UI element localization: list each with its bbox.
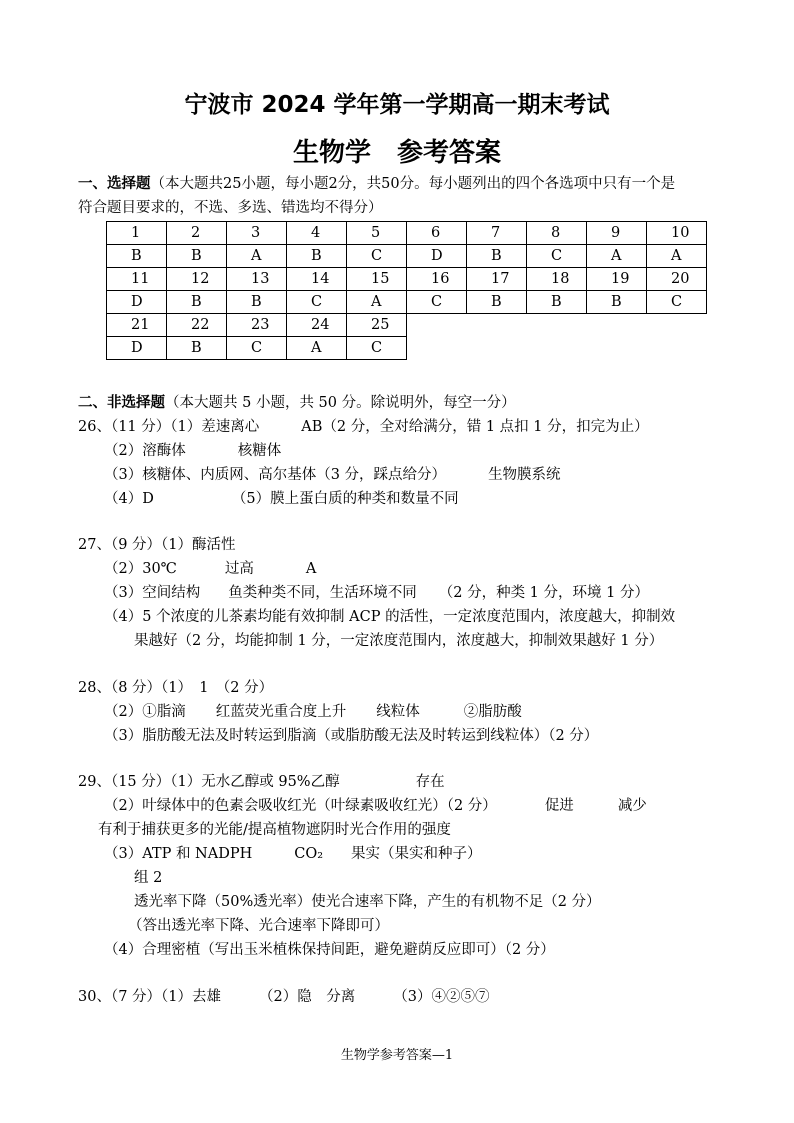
answer-cell: B (467, 245, 527, 268)
q26-part3-b: 生物膜系统 (488, 467, 561, 483)
q27-part2-c: A (305, 561, 317, 577)
empty-cell (647, 314, 707, 337)
q29-line6: 透光率下降（50%透光率）使光合速率下降，产生的有机物不足（2 分） (134, 894, 601, 910)
empty-cell (647, 337, 707, 360)
answer-cell: A (647, 245, 707, 268)
answer-cell: D (407, 245, 467, 268)
exam-title: 宁波市 2024 学年第一学期高一期末考试 (184, 92, 610, 118)
question-number-cell: 8 (527, 222, 587, 245)
question-number-row (107, 222, 707, 245)
answer-cell: C (347, 337, 407, 360)
q27-line1: 27、（9 分）（1）酶活性 (78, 537, 236, 553)
answer-cell: A (347, 291, 407, 314)
question-number-cell: 23 (227, 314, 287, 337)
question-number-cell: 7 (467, 222, 527, 245)
question-number-cell: 3 (227, 222, 287, 245)
answer-cell: B (167, 337, 227, 360)
q29-part1-b: 存在 (415, 774, 445, 790)
section2-note: （本大题共 5 小题，共 50 分。除说明外，每空一分） (165, 395, 516, 411)
q28-part2: （2）①脂滴 (104, 704, 186, 720)
q29-part2-b: 促进 (544, 798, 574, 814)
q26-part2-b: 核糖体 (237, 443, 282, 459)
q28-part2-d: ②脂肪酸 (463, 704, 522, 720)
q29-line5: 组 2 (134, 870, 163, 886)
answer-cell: D (107, 337, 167, 360)
empty-cell (467, 337, 527, 360)
q27-line2 (104, 559, 316, 579)
section1-heading: 一、选择题 (78, 176, 151, 192)
q27-line5: 果越好（2 分，均能抑制 1 分，一定浓度范围内，浓度越大，抑制效果越好 1 分） (134, 633, 664, 649)
q27-part2: （2）30℃ (104, 561, 177, 577)
section2-heading: 二、非选择题 (78, 395, 165, 411)
answer-row (107, 245, 707, 268)
q28-part2-b: 红蓝荧光重合度上升 (215, 704, 347, 720)
question-number-cell: 2 (167, 222, 227, 245)
empty-cell (407, 337, 467, 360)
q29-part3-c: 果实（果实和种子） (351, 846, 482, 862)
answer-cell: A (287, 337, 347, 360)
question-number-cell: 1 (107, 222, 167, 245)
answer-cell: C (287, 291, 347, 314)
q29-line1 (78, 772, 445, 792)
answer-cell: B (287, 245, 347, 268)
question-number-cell: 9 (587, 222, 647, 245)
question-number-cell: 11 (107, 268, 167, 291)
q26-part5: （5）膜上蛋白质的种类和数量不同 (231, 491, 459, 507)
q30-line1 (78, 987, 489, 1007)
q30-part2: （2）隐 分离 (259, 989, 356, 1005)
section1-note-line2: 符合题目要求的，不选、多选、错选均不得分） (78, 200, 383, 216)
answer-cell: C (407, 291, 467, 314)
q29-part2-c: 减少 (617, 798, 647, 814)
question-number-cell: 19 (587, 268, 647, 291)
question-number-cell: 21 (107, 314, 167, 337)
q27-line4: （4）5 个浓度的儿茶素均能有效抑制 ACP 的活性，一定浓度范围内，浓度越大，抑制效 (104, 609, 676, 625)
question-number-row (107, 268, 707, 291)
answer-cell: B (167, 245, 227, 268)
q27-part2-b: 过高 (224, 561, 254, 577)
question-number-row (107, 314, 707, 337)
q29-line3: 有利于捕获更多的光能/提高植物遮阴时光合作用的强度 (98, 822, 451, 838)
question-number-cell: 25 (347, 314, 407, 337)
q29-part3-b: CO₂ (294, 846, 324, 862)
q27-part3-b: 鱼类种类不同，生活环境不同 (228, 585, 417, 601)
q30-part3: （3）④②⑤⑦ (393, 989, 490, 1005)
question-number-cell: 20 (647, 268, 707, 291)
question-number-cell: 14 (287, 268, 347, 291)
answer-cell: C (347, 245, 407, 268)
q30-part1: 30、（7 分）（1）去雄 (78, 989, 222, 1005)
empty-cell (527, 337, 587, 360)
answer-cell: A (227, 245, 287, 268)
q28-part2-c: 线粒体 (376, 704, 420, 720)
empty-cell (527, 314, 587, 337)
q28-line3: （3）脂肪酸无法及时转运到脂滴（或脂肪酸无法及时转运到线粒体）（2 分） (104, 728, 599, 744)
question-number-cell: 16 (407, 268, 467, 291)
q26-line3 (104, 465, 561, 485)
q28-line1: 28、（8 分）（1） 1 （2 分） (78, 680, 274, 696)
answer-cell: B (467, 291, 527, 314)
q27-line3 (104, 583, 649, 603)
answer-cell: B (587, 291, 647, 314)
question-number-cell: 6 (407, 222, 467, 245)
empty-cell (587, 314, 647, 337)
answer-cell: B (227, 291, 287, 314)
empty-cell (587, 337, 647, 360)
answer-cell: D (107, 291, 167, 314)
section1-heading-line (78, 174, 675, 194)
q29-part2: （2）叶绿体中的色素会吸收红光（叶绿素吸收红光）（2 分） (104, 798, 497, 814)
q29-line8: （4）合理密植（写出玉米植株保持间距，避免避荫反应即可）（2 分） (104, 942, 555, 958)
answer-cell: A (587, 245, 647, 268)
q27-part3: （3）空间结构 (104, 585, 201, 601)
question-number-cell: 17 (467, 268, 527, 291)
q26-part3: （3）核糖体、内质网、高尔基体（3 分，踩点给分） (104, 467, 447, 483)
answer-cell: C (227, 337, 287, 360)
q26-part2: （2）溶酶体 (104, 443, 186, 459)
question-number-cell: 24 (287, 314, 347, 337)
q26-part1-b: AB（2 分，全对给满分，错 1 点扣 1 分，扣完为止） (301, 419, 649, 435)
q26-line4 (104, 489, 459, 509)
question-number-cell: 13 (227, 268, 287, 291)
q29-line2 (104, 796, 647, 816)
section1-note: （本大题共25小题，每小题2分，共50分。每小题列出的四个各选项中只有一个是 (150, 176, 676, 192)
question-number-cell: 18 (527, 268, 587, 291)
q27-part3-c: （2 分，种类 1 分，环境 1 分） (438, 585, 649, 601)
q26-part1: 26、（11 分）（1）差速离心 (78, 419, 260, 435)
q26-line1 (78, 417, 649, 437)
q29-part3: （3）ATP 和 NADPH (104, 846, 253, 862)
answer-key-title: 生物学 参考答案 (292, 138, 501, 168)
question-number-cell: 22 (167, 314, 227, 337)
q26-part4: （4）D (104, 491, 154, 507)
question-number-cell: 12 (167, 268, 227, 291)
answer-cell: B (167, 291, 227, 314)
question-number-cell: 5 (347, 222, 407, 245)
q26-line2 (104, 441, 281, 461)
q28-line2 (104, 702, 522, 722)
section2-heading-line (78, 393, 516, 413)
empty-cell (467, 314, 527, 337)
question-number-cell: 15 (347, 268, 407, 291)
q29-part1: 29、（15 分）（1）无水乙醇或 95%乙醇 (78, 774, 340, 790)
answer-cell: C (527, 245, 587, 268)
q29-line7: （答出透光率下降、光合速率下降即可） (128, 918, 389, 934)
answer-row (107, 337, 707, 360)
answer-table (106, 221, 707, 360)
answer-cell: B (107, 245, 167, 268)
question-number-cell: 10 (647, 222, 707, 245)
answer-cell: C (647, 291, 707, 314)
answer-cell: B (527, 291, 587, 314)
answer-row (107, 291, 707, 314)
empty-cell (407, 314, 467, 337)
page-footer: 生物学参考答案—1 (340, 1048, 454, 1063)
q29-line4 (104, 844, 482, 864)
question-number-cell: 4 (287, 222, 347, 245)
